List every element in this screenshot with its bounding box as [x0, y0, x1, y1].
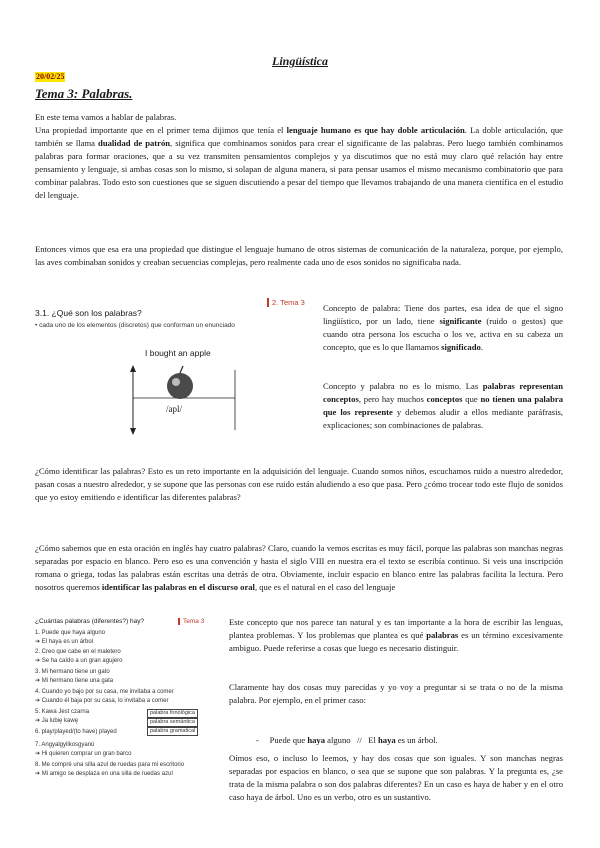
text-run: , pero hay muchos: [358, 394, 427, 404]
word-count-figure: [35, 616, 225, 826]
bold-run: no tienen una palabra que los represente: [323, 394, 563, 417]
list-item: ➔ Mi amigo se desplaza en una silla de ruedas azul: [35, 771, 173, 777]
text-run: . La doble articulación, que también se llama: [35, 125, 563, 148]
problem-paragraph: [229, 616, 563, 655]
bold-run: significante: [439, 316, 482, 326]
date-highlight: 20/02/25: [36, 72, 65, 81]
example-bullet: [256, 734, 438, 747]
list-item: ➔ El haya es un árbol: [35, 639, 94, 645]
list-item: 7. Angyalgyilkosgyanú: [35, 742, 95, 748]
text-run: Este concepto que nos parece tan natural y es tan importante a la hora de escribir las lenguas, plantea problemas. Y los problemas que plantea es qué: [229, 617, 563, 640]
question-paragraph: Oímos eso, o incluso lo leemos, y hay dos cosas que son iguales. Y son manchas negras separadas por espacios en blanco, o sea que se supone que son palabras. Y la pregunta es, ¿se trata de la misma palabra o son dos palabras diferentes? En un caso es haya de haber y en el otro caso haya de árbol. Uno es un verbo, otro es un sustantivo.: [229, 753, 563, 802]
list-item: ➔ Hi quieren comprar un gran barco: [35, 751, 132, 757]
text-run: .: [480, 342, 483, 352]
bold-run: identificar las palabras en el discurso oral: [101, 582, 255, 592]
bold-run: palabras representan conceptos: [323, 381, 563, 404]
list-item: 1. Puede que haya alguno: [35, 630, 106, 636]
label-box: palabra fonológica: [147, 709, 198, 718]
phonetic-form: /apl/: [166, 404, 182, 414]
concept-paragraph-1: [323, 302, 563, 354]
example-paragraph: Claramente hay dos cosas muy parecidas y yo voy a preguntar si se trata o no de la misma palabra. Por ejemplo, en el primer caso:: [229, 682, 563, 705]
figure-subtitle: • cada uno de los elementos (discretos) que conforman un enunciado: [35, 322, 235, 329]
list-item: ➔ Se ha caído a un gran agujero: [35, 658, 123, 664]
apple-diagram: [35, 298, 320, 438]
intro-paragraph-1: En este tema vamos a hablar de palabras.: [35, 112, 177, 122]
text-run: es un término excesivamente ambiguo. Puede referirse a cosas que luego es necesario distinguir.: [229, 630, 563, 653]
english-paragraph: [35, 542, 563, 594]
bold-run: haya: [307, 735, 325, 745]
label-box: palabra gramatical: [147, 727, 198, 736]
text-run: , que es el natural en el caso del lenguaje: [254, 582, 396, 592]
bold-run: haya: [378, 735, 396, 745]
document-title: Lingüística: [271, 54, 328, 68]
text-run: Concepto de palabra: Tiene dos partes, esa idea de que el signo lingüístico, por un lado, tiene: [323, 303, 563, 326]
apple-icon: [167, 373, 193, 399]
list-item: ➔ Mi hermano tiene una gata: [35, 678, 114, 684]
identify-paragraph: ¿Cómo identificar las palabras? Esto es un reto importante en la adquisición del lenguaje. Cuando somos niños, escuchamos ruido a nuestro alrededor, pasan cosas a nuestro alrededor, y se supone que las personas con ese ruido están aludiendo a eso que pasa. Pero ¿cómo trocear todo este flujo de sonidos que yo estoy emitiendo e identificar las diferentes palabras?: [35, 466, 563, 502]
list-item: ➔ Ja lubię kawę: [35, 718, 79, 724]
section-heading: Tema 3: Palabras.: [35, 86, 133, 101]
bold-run: conceptos: [426, 394, 463, 404]
intro-paragraph-2: [35, 124, 563, 202]
bold-run: dualidad de patrón: [98, 138, 171, 148]
list-item: 8. Me compré una silla azul de ruedas para mi escritorio: [35, 762, 185, 768]
text-run: Una propiedad importante que en el primer tema dijimos que tenía el: [35, 125, 287, 135]
text-run: (ruido o gestos) que cuando otra persona los escucha o los ve, activa en su cabeza un concepto, que es lo que llamamos: [323, 316, 563, 352]
figure-example-sentence: I bought an apple: [145, 348, 211, 358]
text-run: y debemos aludir a ellos mediante paráfrasis, explicaciones; son combinaciones de palabras.: [323, 407, 563, 430]
bold-run: lenguaje humano es que hay doble articulación: [286, 125, 465, 135]
list-item: 2. Creo que cabe en el maletero: [35, 649, 121, 655]
apple-figure: [35, 298, 320, 438]
figure-title: 3.1. ¿Qué son los palabras?: [35, 308, 142, 318]
text-run: alguno // El: [325, 735, 378, 745]
text-run: que: [462, 394, 481, 404]
bullet-dash: -: [256, 735, 270, 745]
figure-tag: 2. Tema 3: [267, 298, 305, 307]
bold-run: palabras: [426, 630, 459, 640]
label-box: palabra semántica: [147, 718, 198, 727]
list-item: 3. Mi hermano tiene un gato: [35, 669, 110, 675]
text-run: Concepto y palabra no es lo mismo. Las: [323, 381, 483, 391]
intro-paragraph-3: Entonces vimos que esa era una propiedad que distingue el lenguaje humano de otros sistemas de comunicación de la naturaleza, porque, por ejemplo, las aves combinaban sonidos y creaban secuencias complejas, pero realmente cada uno de esos sonidos no significaba nada.: [35, 244, 563, 267]
concept-paragraph-2: [323, 380, 563, 432]
text-run: ¿Cómo sabemos que en esta oración en inglés hay cuatro palabras? Claro, cuando la vemos escritas es muy fácil, porque las palabras son manchas negras separadas por espacio en blanco. Pero eso es una convención y hasta el siglo VIII en nuestra era el texto se escribía continuo. Si veis una inscripción romana o griega, todas las palabras están escritas una detrás de otra. Obviamente, incluir espacio en blanco entre las palabras facilita la lectura. Pero nosotros queremos: [35, 543, 563, 592]
text-run: es un árbol.: [395, 735, 438, 745]
figure-title: ¿Cuántas palabras (diferentes?) hay?: [35, 618, 145, 625]
list-item: 4. Cuando yo bajo por su casa, me invitaba a comer: [35, 689, 174, 695]
list-item: 6. play/played/(to have) played: [35, 729, 117, 735]
text-run: Puede que: [269, 735, 308, 745]
figure-tag: Tema 3: [178, 618, 204, 625]
list-item: ➔ Cuando él baja por su casa, lo invitaba a comer: [35, 698, 169, 704]
bold-run: significado: [441, 342, 481, 352]
list-item: 5. Kawa Jest czarna: [35, 709, 90, 715]
text-run: , significa que combinamos sonidos para crear el significante de las palabras. Pero luego también combinamos palabras para formar oraciones, que a su vez transmiten pensamientos complejos y ya discutimos que no está muy claro qué relación hay entre pensamiento y lenguaje, si ambas cosas son lo mismo, si solapan de alguna manera, si para pensar usamos el mismo mecanismo combinatorio que para combinar palabras. Todo esto son cuestiones que se siguen discutiendo a pesar del tiempo que llevamos trabajando de una manera científica en el estudio del lenguaje.: [35, 138, 564, 200]
